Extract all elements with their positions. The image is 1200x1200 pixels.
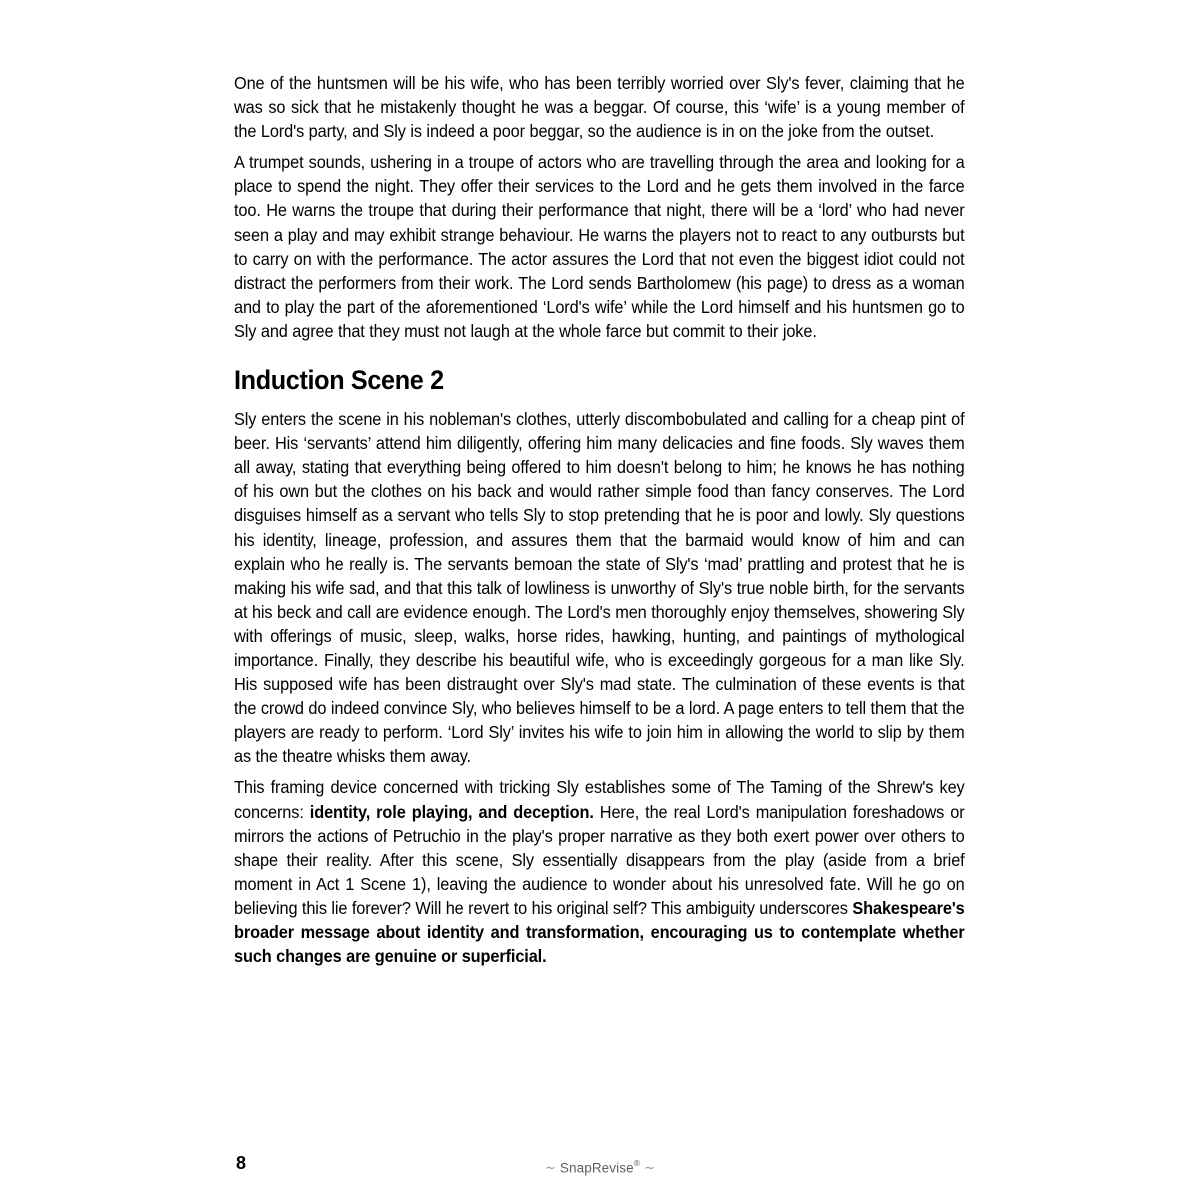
page-content-column bbox=[234, 72, 965, 969]
section-heading-induction-scene-2: Induction Scene 2 bbox=[234, 365, 444, 396]
paragraph-2: A trumpet sounds, ushering in a troupe of actors who are travelling through the area and looking for a place to spend the night. They offer their services to the Lord and he gets them involved in the farce too. He warns the troupe that during their performance that night, there will be a ‘lord’ who had never seen a play and may exhibit strange behaviour. He warns the players not to react to any outbursts but to carry on with the performance. The actor assures the Lord that not even the biggest idiot could not distract the performers from their work. The Lord sends Bartholomew (his page) to dress as a woman and to play the part of the aforementioned ‘Lord's wife’ while the Lord himself and his huntsmen go to Sly and agree that they must not laugh at the whole farce but commit to their joke. bbox=[234, 153, 965, 341]
tilde-right-icon: ∼ bbox=[644, 1159, 656, 1175]
page-number: 8 bbox=[236, 1153, 246, 1173]
brand-footer-snaprevise bbox=[0, 1155, 1200, 1178]
paragraph-1: One of the huntsmen will be his wife, who has been terribly worried over Sly's fever, claiming that he was so sick that he mistakenly thought he was a beggar. Of course, this ‘wife’ is a young member of the Lord's party, and Sly is indeed a poor beggar, so the audience is in on the joke from the outset. bbox=[234, 74, 965, 142]
registered-trademark-icon: ® bbox=[633, 1158, 641, 1168]
brand-name: SnapRevise bbox=[559, 1160, 634, 1176]
paragraph-4-bold-broader-message: Shakespeare's broader message about identity and transformation, encouraging us to contemplate whether such changes are genuine or superficial. bbox=[234, 898, 965, 967]
paragraph-4-bold-key-concerns: identity, role playing, and deception. bbox=[309, 802, 594, 822]
paragraph-4-text-part-1: This framing device concerned with tricking Sly establishes some of The Taming of the Shrew's key concerns: bbox=[234, 778, 965, 822]
paragraph-3: Sly enters the scene in his nobleman's clothes, utterly discombobulated and calling for a cheap pint of beer. His ‘servants’ attend him diligently, offering him many delicacies and fine foods. Sly waves them all away, stating that everything being offered to him doesn't belong to him; he knows he has nothing of his own but the clothes on his back and would rather simple food than fancy conserves. The Lord disguises himself as a servant who tells Sly to stop pretending that he is poor and lowly. Sly questions his identity, lineage, profession, and assures them that the barmaid would know of him and can explain who he really is. The servants bemoan the state of Sly's ‘mad’ prattling and protest that he is making his wife sad, and that this talk of lowliness is unworthy of Sly's true noble birth, for the servants at his beck and call are evidence enough. The Lord's men thoroughly enjoy themselves, showering Sly with offerings of music, sleep, walks, horse rides, hawking, hunting, and paintings of mythological importance. Finally, they describe his beautiful wife, who is exceedingly gorgeous for a man like Sly. His supposed wife has been distraught over Sly's mad state. The culmination of these events is that the crowd do indeed convince Sly, who believes himself to be a lord. A page enters to tell them that the players are ready to perform. ‘Lord Sly’ invites his wife to join him in allowing the world to slip by them as the theatre whisks them away. bbox=[234, 410, 965, 767]
tilde-left-icon: ∼ bbox=[544, 1159, 556, 1175]
paragraph-4-text-part-2: Here, the real Lord's manipulation foreshadows or mirrors the actions of Petruchio in the play's proper narrative as they both exert power over others to shape their reality. After this scene, Sly essentially disappears from the play (aside from a brief moment in Act 1 Scene 1), leaving the audience to wonder about his unresolved fate. Will he go on believing this lie forever? Will he revert to his original self? This ambiguity underscores bbox=[234, 802, 965, 918]
page-footer bbox=[0, 1152, 1200, 1192]
paragraph-4 bbox=[234, 776, 965, 969]
